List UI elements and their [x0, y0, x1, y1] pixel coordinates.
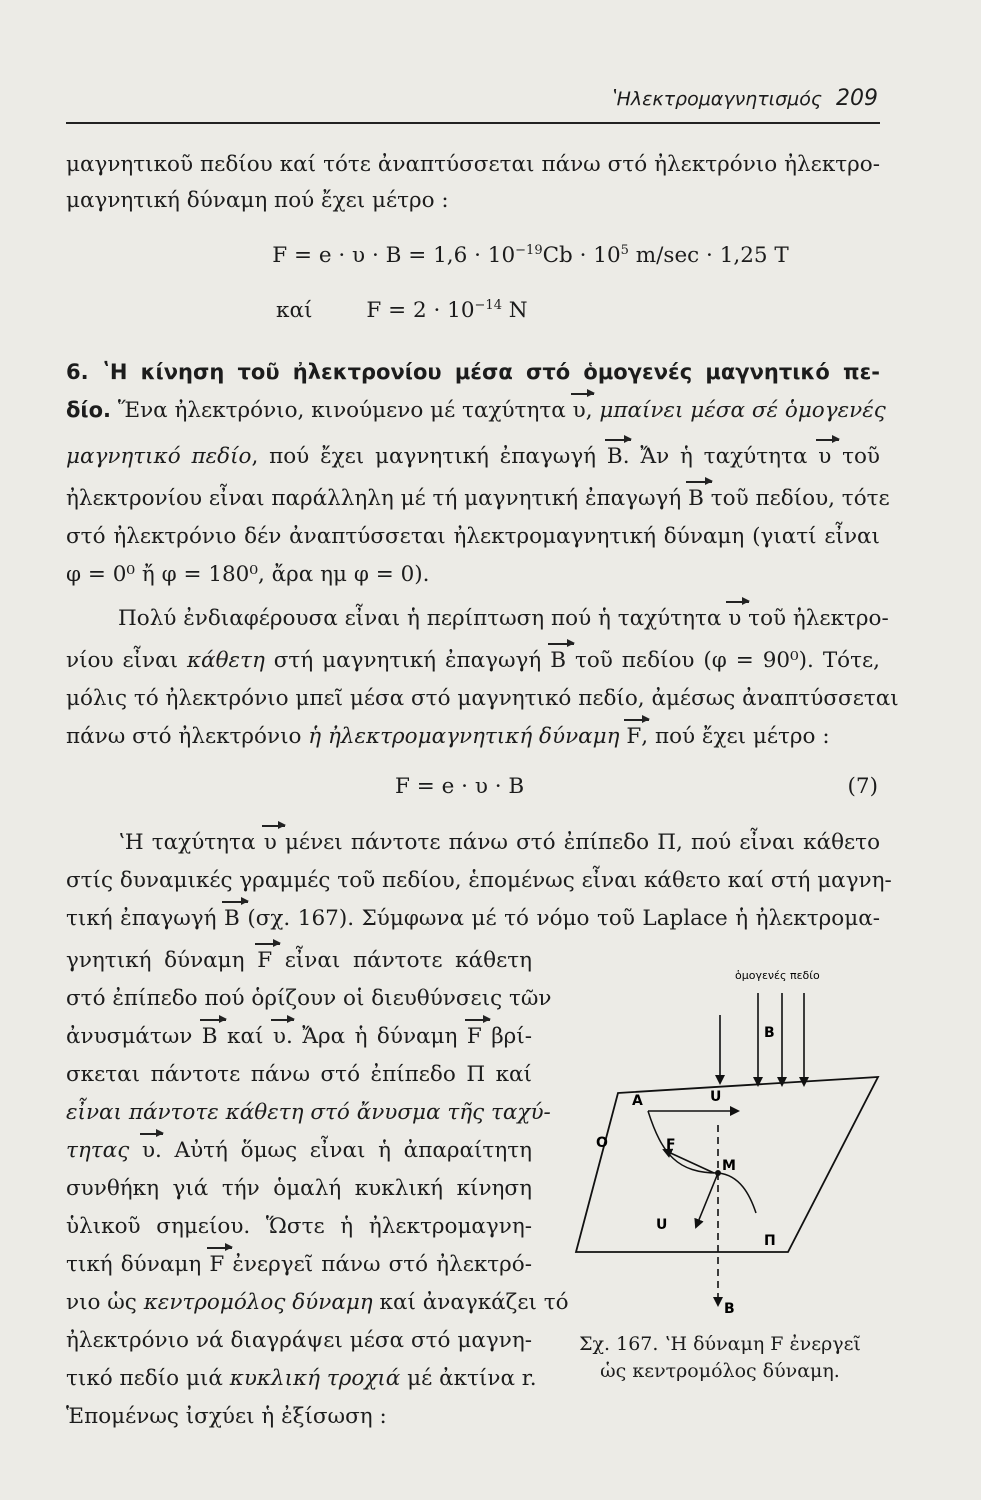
text-line: δίο. Ἕνα ἠλεκτρόνιο, κινούμενο μέ ταχύτητα υ, μπαίνει μέσα σέ ὁμογενές [66, 398, 886, 423]
label-a: A [632, 1093, 643, 1109]
equation-1: $F = e \cdot \upsilon \cdot B = 1,6 \cdot 10^{-19}Cb \cdot 10^5$ m/sec · 1,25 T [272, 243, 789, 269]
text-line: τικό πεδίο μιά κυκλική τροχιά μέ ἀκτίνα r. [66, 1366, 537, 1391]
text-line: Ἑπομένως ἰσχύει ἡ ἐξίσωση : [66, 1404, 387, 1429]
text-line: τική ἐπαγωγή B (σχ. 167). Σύμφωνα μέ τό νόμο τοῦ Laplace ἡ ἠλεκτρομα- [66, 906, 880, 931]
text-line: μαγνητικό πεδίο, πού ἔχει μαγνητική ἐπαγωγή B. Ἄν ἡ ταχύτητα υ τοῦ [66, 444, 880, 469]
figure-167 [560, 965, 880, 1325]
velocity-vector-m [696, 1173, 718, 1227]
page-number: 209 [836, 86, 878, 111]
label-b-top: B [764, 1025, 775, 1041]
text-line: πάνω στό ἠλεκτρόνιο ἡ ἠλεκτρομαγνητική δύναμη F, πού ἔχει μέτρο : [66, 724, 830, 749]
text-line: ἠλεκτρόνιο νά διαγράψει μέσα στό μαγνη- [66, 1328, 532, 1353]
equation-2: καί $F = 2 \cdot 10^{-14}$ N [276, 298, 528, 324]
label-m: M [722, 1158, 736, 1174]
text-line: στό ἠλεκτρόνιο δέν ἀναπτύσσεται ἠλεκτρομαγνητική δύναμη (γιατί εἶναι [66, 524, 880, 549]
force-vector [664, 1150, 714, 1173]
label-f: F [666, 1137, 676, 1153]
label-pi: Π [764, 1233, 776, 1249]
trajectory-continued [718, 1173, 756, 1213]
text-line: νίου εἶναι κάθετη στή μαγνητική ἐπαγωγή B τοῦ πεδίου (φ = 90⁰). Τότε, [66, 648, 880, 673]
text-line: μαγνητική δύναμη πού ἔχει μέτρο : [66, 188, 449, 213]
header-rule [66, 122, 880, 124]
text-line: ʽΗ ταχύτητα υ μένει πάντοτε πάνω στό ἐπίπεδο Π, πού εἶναι κάθετο [118, 830, 881, 855]
text-line: μόλις τό ἠλεκτρόνιο μπεῖ μέσα στό μαγνητικό πεδίο, ἀμέσως ἀναπτύσσεται [66, 686, 899, 711]
running-header [611, 86, 878, 111]
label-u-bottom: U [656, 1217, 668, 1233]
figure-caption-line2: ὡς κεντρομόλος δύναμη. [600, 1360, 840, 1382]
text-line: γνητική δύναμη F εἶναι πάντοτε κάθετη [66, 948, 532, 973]
equation-number: (7) [847, 774, 878, 799]
text-line: μαγνητικοῦ πεδίου καί τότε ἀναπτύσσεται πάνω στό ἠλεκτρόνιο ἠλεκτρο- [66, 152, 880, 177]
text-line: στό ἐπίπεδο πού ὁρίζουν οἱ διευθύνσεις τῶν [66, 986, 552, 1011]
equation-7: F = e · υ · B [395, 774, 525, 799]
figure-caption-line1: Σχ. 167. ʽΗ δύναμη F ἐνεργεῖ [579, 1333, 861, 1355]
trajectory [648, 1111, 718, 1173]
text-line: Πολύ ἐνδιαφέρουσα εἶναι ἡ περίπτωση πού ἡ ταχύτητα υ τοῦ ἠλεκτρο- [118, 606, 889, 631]
text-line: ὑλικοῦ σημείου. Ὥστε ἡ ἠλεκτρομαγνη- [66, 1214, 532, 1239]
header-title: ʽΗλεκτρομαγνητισμός [610, 88, 822, 110]
text-line: συνθήκη γιά τήν ὁμαλή κυκλική κίνηση [66, 1176, 532, 1201]
text-line: στίς δυναμικές γραμμές τοῦ πεδίου, ἑπομένως εἶναι κάθετο καί στή μαγνη- [66, 868, 892, 893]
text-line: νιο ὡς κεντρομόλος δύναμη καί ἀναγκάζει τό [66, 1290, 569, 1315]
label-u-top: U [710, 1089, 722, 1105]
text-line: ἠλεκτρονίου εἶναι παράλληλη μέ τή μαγνητική ἐπαγωγή B τοῦ πεδίου, τότε [66, 486, 890, 511]
text-line: σκεται πάντοτε πάνω στό ἐπίπεδο Π καί [66, 1062, 532, 1087]
text-line: τική δύναμη F ἐνεργεῖ πάνω στό ἠλεκτρό- [66, 1252, 533, 1277]
label-b-bottom: B [724, 1301, 735, 1317]
field-label: ὁμογενές πεδίο [735, 969, 820, 982]
text-line: φ = 0⁰ ἤ φ = 180⁰, ἄρα ημ φ = 0). [66, 562, 430, 587]
text-line: ἀνυσμάτων B καί υ. Ἄρα ἡ δύναμη F βρί- [66, 1024, 532, 1049]
text-line: τητας υ. Αὐτή ὅμως εἶναι ἡ ἀπαραίτητη [66, 1138, 532, 1163]
text-line: εἶναι πάντοτε κάθετη στό ἄνυσμα τῆς ταχύ- [66, 1100, 551, 1125]
section-heading: 6. ʽΗ κίνηση τοῦ ἠλεκτρονίου μέσα στό ὁμογενές μαγνητικό πε- [66, 360, 881, 384]
label-o: O [596, 1135, 608, 1151]
